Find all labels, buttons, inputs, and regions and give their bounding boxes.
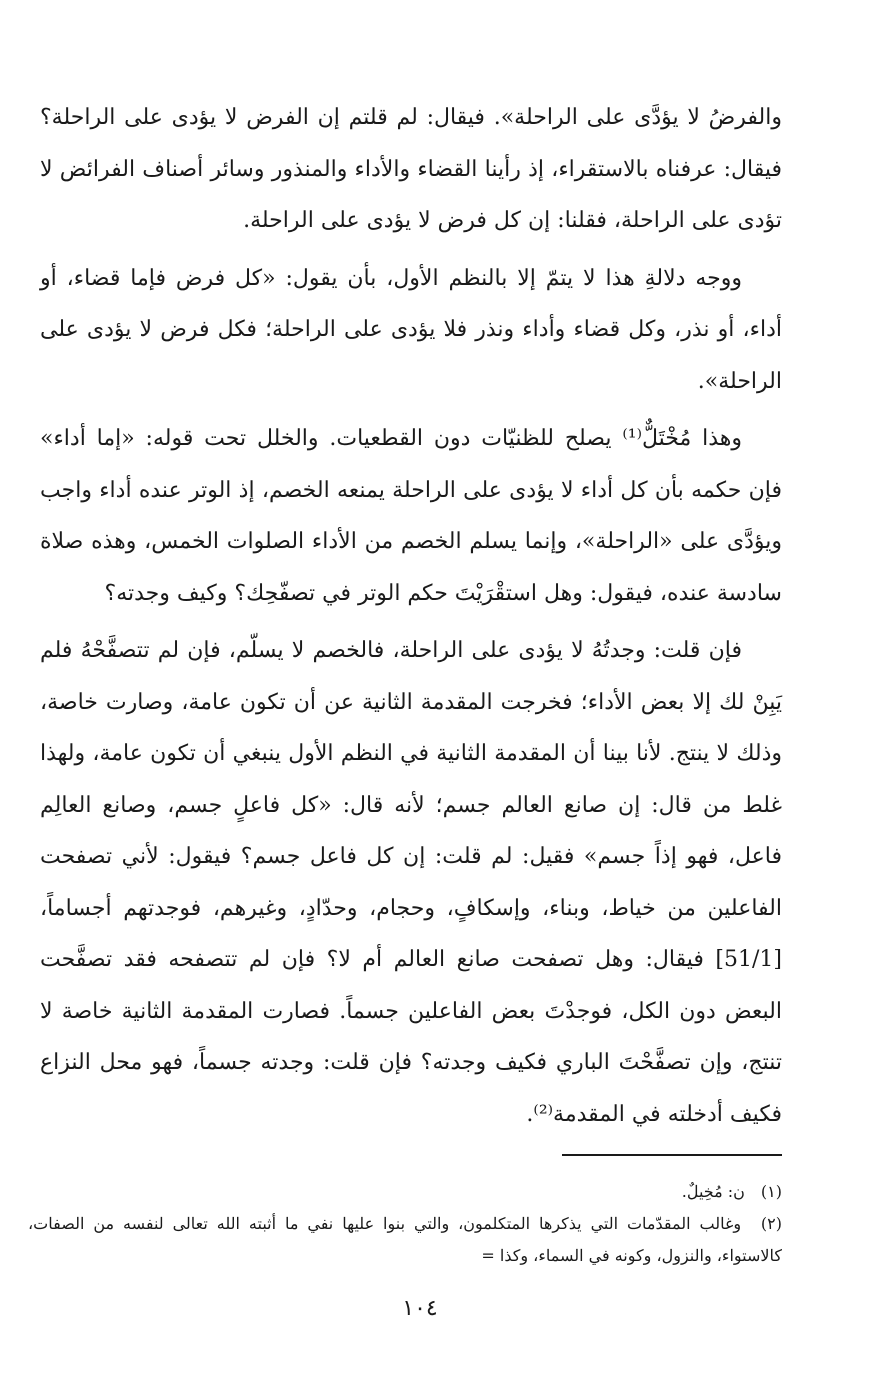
paragraph-4: فإن قلت: وجدتُهُ لا يؤدى على الراحلة، فالخصم لا يسلّم، فإن لم تتصفَّحْهُ فلم يَبِنْ لك إلا بعض الأداء؛ فخرجت المقدمة الثانية عن أن تكون عامة، وصارت خاصة، وذلك لا ينتج. لأنا بينا أن المقدمة الثانية في النظم الأول ينبغي أن تكون عامة، ولهذا غلط من قال: إن صانع العالم جسم؛ لأنه قال: «كل فاعلٍ جسم، وصانع العالِم فاعل، فهو إذاً جسم» فقيل: لم قلت: إن كل فاعل جسم؟ فيقول: لأني تصفحت الفاعلين من خياط، وبناء، وإسكافٍ، وحجام، وحدّادٍ، وغيرهم، فوجدتهم أجساماً، [51/1] فيقال: وهل تصفحت صانع العالم أم لا؟ فإن لم تتصفحه فقد تصفَّحت البعض دون الكل، فوجدْتَ بعض الفاعلين جسماً. فصارت المقدمة الثانية خاصة لا تنتج، وإن تصفَّحْتَ الباري فكيف وجدته؟ فإن قلت: وجدته جسماً، فهو محل النزاع فكيف أدخلته في المقدمة⁽²⁾.: [40, 638, 782, 1127]
footnote-text: وغالب المقدّمات التي يذكرها المتكلمون، والتي بنوا عليها نفي ما أثبته الله تعالى لنفسه من الصفات، كالاستواء، والنزول، وكونه في السماء، وكذا =: [28, 1214, 782, 1265]
footnote-number: (٢): [760, 1214, 782, 1233]
footnote-text: ن: مُخِيلٌ.: [681, 1182, 745, 1201]
footnotes: [28, 1176, 782, 1272]
main-text: [40, 92, 782, 1146]
paragraph-3: وهذا مُخْتَلٌّ⁽¹⁾ يصلح للظنيّات دون القطعيات. والخلل تحت قوله: «إما أداء» فإن حكمه بأن كل أداء لا يؤدى على الراحلة يمنعه الخصم، إذ الوتر عنده أداء واجب ويؤدَّى على «الراحلة»، وإنما يسلم الخصم من الأداء الصلوات الخمس، وهذه صلاة سادسة عنده، فيقول: وهل استقْرَيْتَ حكم الوتر في تصفّحِك؟ وكيف وجدته؟: [40, 426, 782, 606]
page-number: ١٠٤: [402, 1296, 438, 1321]
paragraph-2: ووجه دلالةِ هذا لا يتمّ إلا بالنظم الأول، بأن يقول: «كل فرض فإما قضاء، أو أداء، أو نذر، وكل قضاء وأداء ونذر فلا يؤدى على الراحلة؛ فكل فرض لا يؤدى على الراحلة».: [40, 265, 782, 394]
footnote-number: (١): [760, 1182, 782, 1201]
footnote-2: [28, 1208, 782, 1272]
paragraph-1: والفرضُ لا يؤدَّى على الراحلة». فيقال: لم قلتم إن الفرض لا يؤدى على الراحلة؟ فيقال: عرفناه بالاستقراء، إذ رأينا القضاء والأداء والمنذور وسائر أصناف الفرائض لا تؤدى على الراحلة، فقلنا: إن كل فرض لا يؤدى على الراحلة.: [40, 105, 782, 233]
footnote-divider: [562, 1154, 782, 1156]
footnote-1: [28, 1176, 782, 1208]
